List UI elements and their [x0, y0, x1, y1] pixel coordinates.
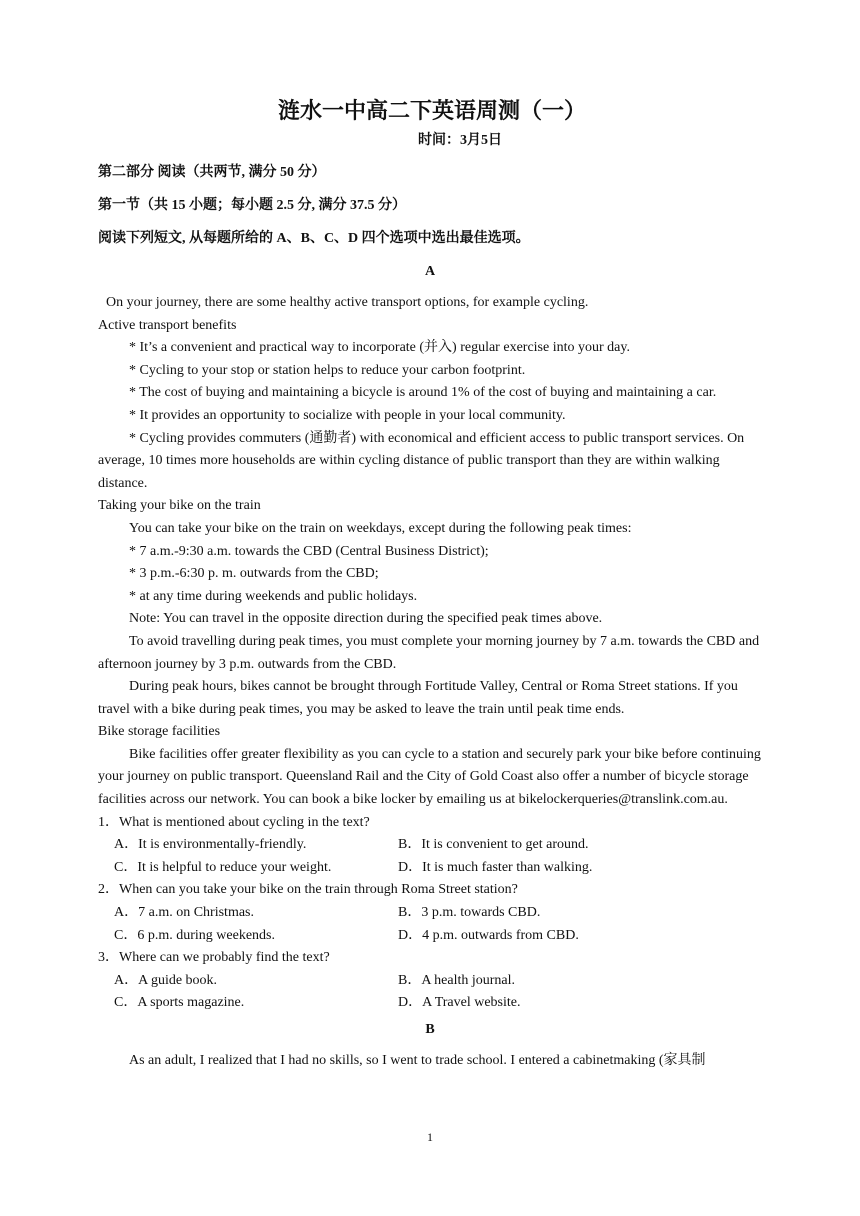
option-a: A．A guide book. — [114, 972, 218, 988]
question-block — [98, 879, 762, 947]
peak-time-item: * at any time during weekends and public holidays. — [129, 588, 418, 604]
question-block — [98, 947, 762, 1015]
section-heading: 第一节（共 15 小题；每小题 2.5 分, 满分 37.5 分） — [98, 198, 406, 213]
paragraph: You can take your bike on the train on weekdays, except during the following peak times: — [129, 520, 632, 536]
option-a: A．It is environmentally-friendly. — [114, 837, 307, 853]
option-c: C．It is helpful to reduce your weight. — [114, 859, 332, 875]
option-c: C．6 p.m. during weekends. — [114, 927, 275, 943]
note-text: Note: You can travel in the opposite direction during the specified peak times above. — [129, 611, 603, 627]
paragraph: During peak hours, bikes cannot be brought through Fortitude Valley, Central or Roma Street stations. If you travel with a bike during peak times, you may be asked to leave the train until peak time ends. — [98, 679, 738, 717]
option-b: B．3 p.m. towards CBD. — [398, 905, 541, 921]
benefit-item: * It provides an opportunity to socialize with people in your local community. — [129, 407, 566, 423]
page-title: 涟水一中高二下英语周测（一） — [277, 98, 586, 123]
instruction-text: 阅读下列短文, 从每题所给的 A、B、C、D 四个选项中选出最佳选项。 — [98, 231, 530, 246]
part-heading: 第二部分 阅读（共两节, 满分 50 分） — [98, 165, 326, 180]
benefit-item: * Cycling to your stop or station helps to reduce your carbon footprint. — [129, 362, 526, 378]
passage-a-intro: On your journey, there are some healthy active transport options, for example cycling. — [106, 295, 589, 310]
passage-a-label: A — [424, 264, 436, 279]
peak-time-item: * 3 p.m.-6:30 p. m. outwards from the CBD; — [129, 566, 379, 582]
option-b: B．It is convenient to get around. — [398, 837, 589, 853]
question-stem: 3．Where can we probably find the text? — [98, 950, 330, 966]
benefit-item: * It’s a convenient and practical way to incorporate (并入) regular exercise into your day. — [129, 340, 630, 356]
subheading-benefits: Active transport benefits — [98, 317, 237, 333]
benefit-item: * The cost of buying and maintaining a bicycle is around 1% of the cost of buying and maintaining a car. — [129, 385, 717, 401]
option-d: D．4 p.m. outwards from CBD. — [398, 927, 579, 943]
benefit-item: * Cycling provides commuters (通勤者) with economical and efficient access to public transport services. On average, 10 times more households are within cycling distance of public transport than they are within walking distance. — [98, 430, 745, 491]
exam-date: 时间：3月5日 — [418, 133, 502, 148]
peak-time-item: * 7 a.m.-9:30 a.m. towards the CBD (Central Business District); — [129, 543, 489, 559]
document-page — [98, 96, 762, 1073]
question-stem: 2．When can you take your bike on the train through Roma Street station? — [98, 882, 518, 898]
paragraph: Bike facilities offer greater flexibility as you can cycle to a station and securely park your bike before continuing your journey on public transport. Queensland Rail and the City of Gold Coast also offer a number of bicycle storage facilities across our network. You can book a bike locker by emailing us at bikelockerqueries@translink.com.au. — [98, 746, 761, 808]
option-d: D．A Travel website. — [398, 995, 521, 1011]
option-d: D．It is much faster than walking. — [398, 859, 593, 875]
question-stem: 1．What is mentioned about cycling in the text? — [98, 814, 370, 830]
passage-b-label: B — [425, 1022, 435, 1037]
paragraph: To avoid travelling during peak times, you must complete your morning journey by 7 a.m. towards the CBD and afternoon journey by 3 p.m. outwards from the CBD. — [98, 633, 760, 672]
question-block — [98, 812, 762, 880]
option-c: C．A sports magazine. — [114, 995, 245, 1011]
page-number: 1 — [427, 1130, 433, 1144]
subheading-train: Taking your bike on the train — [98, 498, 261, 514]
option-a: A．7 a.m. on Christmas. — [114, 905, 254, 921]
subheading-storage: Bike storage facilities — [98, 724, 221, 740]
option-b: B．A health journal. — [398, 972, 516, 988]
passage-b-paragraph: As an adult, I realized that I had no skills, so I went to trade school. I entered a cabinetmaking (家具制 — [129, 1053, 706, 1068]
